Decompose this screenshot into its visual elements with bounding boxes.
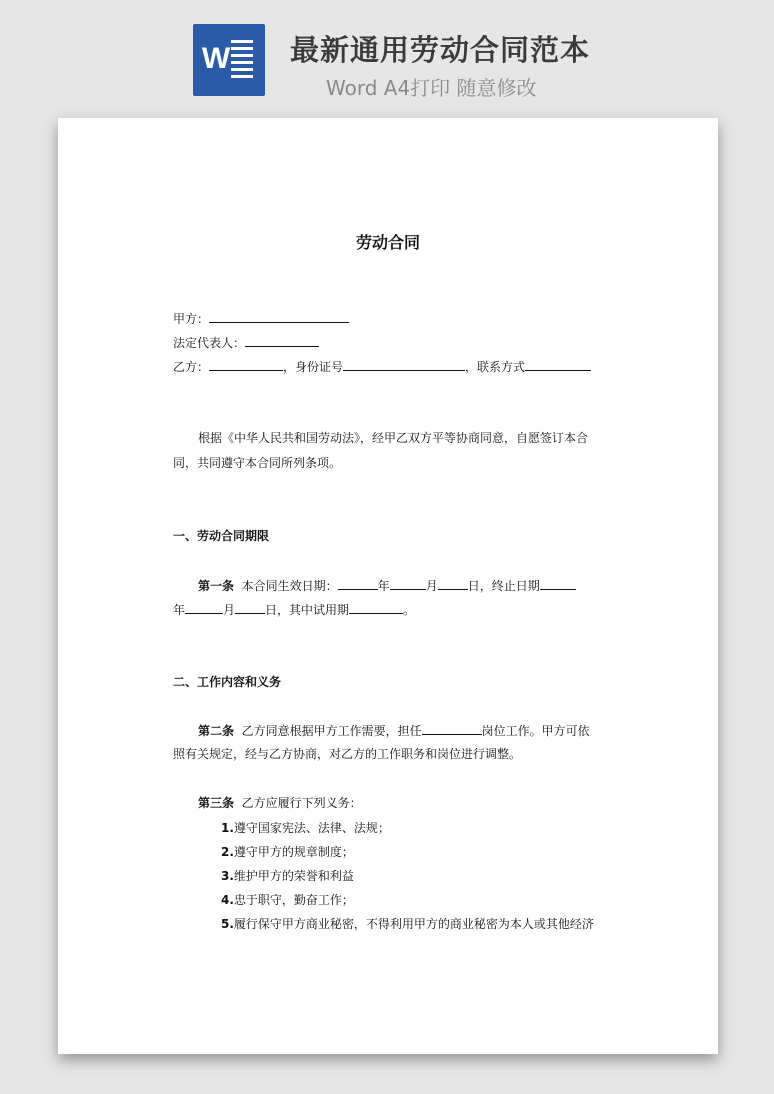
document-lines-decoration — [231, 40, 253, 82]
position-blank[interactable] — [422, 722, 482, 735]
probation-blank[interactable] — [349, 601, 403, 614]
article-3-line — [198, 795, 362, 811]
end-month-blank[interactable] — [185, 601, 223, 614]
id-blank[interactable] — [343, 358, 465, 371]
contact-label: ，联系方式 — [465, 360, 526, 374]
end-year-blank[interactable] — [540, 577, 576, 590]
article-3-label: 第三条 — [198, 796, 235, 810]
year-label: 年 — [377, 579, 390, 593]
banner-title: 最新通用劳动合同范本 — [290, 33, 591, 67]
word-icon — [193, 24, 265, 96]
contact-blank[interactable] — [525, 358, 591, 371]
duty-text: 忠于职守，勤奋工作； — [233, 893, 354, 907]
duty-text: 履行保守甲方商业秘密，不得利用甲方的商业秘密为本人或其他经济 — [233, 917, 594, 931]
article-2-text-b: 岗位工作。甲方可依 — [481, 724, 590, 738]
intro-paragraph-line2: 同，共同遵守本合同所列条项。 — [173, 456, 342, 470]
start-day-blank[interactable] — [438, 577, 468, 590]
start-month-blank[interactable] — [390, 577, 426, 590]
legal-rep-line — [173, 334, 319, 351]
party-a-line — [173, 310, 349, 327]
month-label-2: 月 — [223, 603, 236, 617]
end-date-label: 日，终止日期 — [467, 579, 540, 593]
month-label: 月 — [425, 579, 438, 593]
article-1-text: 本合同生效日期： — [241, 579, 338, 593]
banner-subtitle: Word A4打印 随意修改 — [326, 76, 537, 100]
duty-number: 2. — [221, 845, 234, 859]
banner-header — [0, 0, 774, 118]
duty-item — [221, 892, 354, 908]
probation-label: 日，其中试用期 — [265, 603, 350, 617]
word-letter: W — [201, 42, 231, 75]
start-year-blank[interactable] — [338, 577, 378, 590]
section-1-heading: 一、劳动合同期限 — [173, 529, 270, 543]
article-2-line1 — [198, 722, 590, 739]
duty-text: 遵守甲方的规章制度； — [233, 845, 354, 859]
duty-item — [221, 916, 594, 932]
intro-paragraph-line1: 根据《中华人民共和国劳动法》，经甲乙双方平等协商同意，自愿签订本合 — [198, 431, 589, 445]
duty-number: 5. — [221, 917, 234, 931]
legal-rep-label: 法定代表人： — [173, 336, 246, 350]
duty-number: 1. — [221, 821, 234, 835]
duty-text: 遵守国家宪法、法律、法规； — [233, 821, 390, 835]
document-page — [58, 118, 718, 1054]
watermark: ​ — [86, 452, 110, 477]
party-a-blank[interactable] — [209, 310, 349, 323]
duty-item — [221, 820, 390, 836]
party-a-label: 甲方： — [173, 312, 210, 326]
end-day-blank[interactable] — [235, 601, 265, 614]
article-1-line2 — [173, 601, 415, 618]
article-2-label: 第二条 — [198, 724, 235, 738]
year-label-2: 年 — [173, 603, 186, 617]
document-title: 劳动合同 — [355, 233, 420, 252]
article-2-text-a: 乙方同意根据甲方工作需要，担任 — [241, 724, 422, 738]
legal-rep-blank[interactable] — [245, 334, 319, 347]
duty-number: 3. — [221, 869, 234, 883]
duty-number: 4. — [221, 893, 234, 907]
article-2-line2: 照有关规定，经与乙方协商，对乙方的工作职务和岗位进行调整。 — [173, 747, 522, 761]
article-3-text: 乙方应履行下列义务： — [241, 796, 362, 810]
section-2-heading: 二、工作内容和义务 — [173, 675, 282, 689]
duty-item — [221, 844, 354, 860]
party-b-blank[interactable] — [209, 358, 283, 371]
id-label: ，身份证号 — [283, 360, 344, 374]
party-b-label: 乙方： — [173, 360, 210, 374]
duty-item — [221, 868, 354, 884]
duty-text: 维护甲方的荣誉和利益 — [233, 869, 354, 883]
article-1-label: 第一条 — [198, 579, 235, 593]
period-mark: 。 — [403, 603, 416, 617]
party-b-line — [173, 358, 591, 375]
article-1-line1 — [198, 577, 576, 594]
